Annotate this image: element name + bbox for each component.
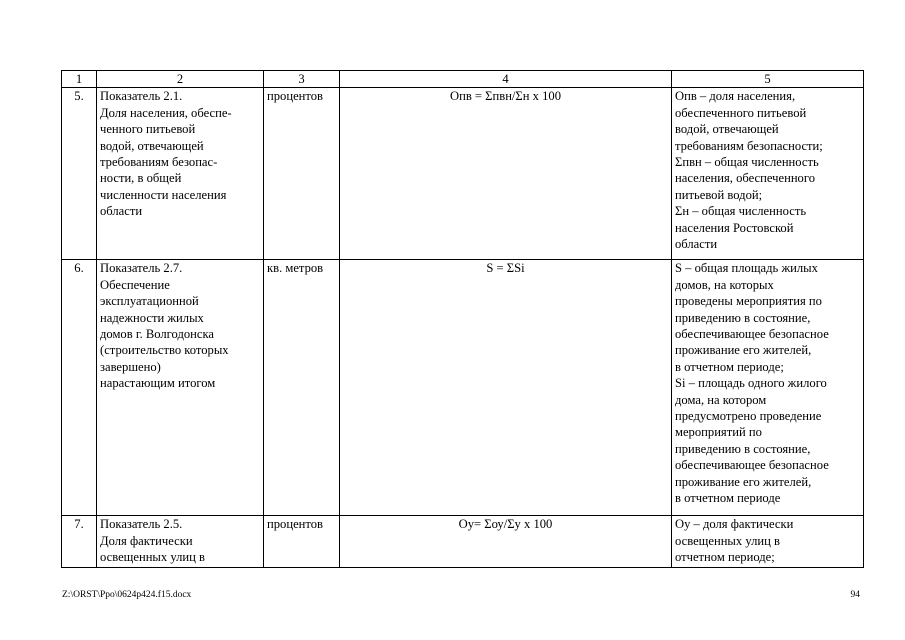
- indicators-table: [61, 70, 864, 568]
- unit-cell: кв. метров: [264, 260, 340, 516]
- text-line: численности населения: [100, 187, 227, 202]
- text-line: эксплуатационной: [100, 294, 199, 309]
- unit-cell: процентов: [264, 88, 340, 260]
- indicator-name: [97, 88, 264, 260]
- text-line: обеспечивающее безопасное: [675, 458, 829, 473]
- text-line: освещенных улиц в: [675, 533, 780, 548]
- text-line: водой, отвечающей: [675, 122, 779, 137]
- text-line: домов, на которых: [675, 277, 774, 292]
- text-line: Σн – общая численность: [675, 204, 807, 219]
- table-header-row: [62, 71, 864, 88]
- text-line: Доля населения, обеспе-: [100, 105, 232, 120]
- text-line: проживание его жителей,: [675, 474, 812, 489]
- footer-file-path: Z:\ORST\Ppo\0624p424.f15.docx: [62, 590, 192, 600]
- text-line: в отчетном периоде;: [675, 359, 784, 374]
- text-line: населения, обеспеченного: [675, 171, 816, 186]
- footer-page-number: 94: [850, 590, 860, 600]
- text-line: Опв – доля населения,: [675, 89, 796, 104]
- text-line: Σпвн – общая численность: [675, 155, 819, 170]
- formula-cell: Опв = Σпвн/Σн х 100: [340, 88, 672, 260]
- text-line: проживание его жителей,: [675, 343, 812, 358]
- text-line: мероприятий по: [675, 425, 762, 440]
- row-number: 7.: [62, 516, 97, 568]
- text-line: отчетном периоде;: [675, 550, 775, 565]
- row-number: 5.: [62, 88, 97, 260]
- text-line: ности, в общей: [100, 171, 182, 186]
- text-line: Показатель 2.1.: [100, 89, 183, 104]
- description-cell: [672, 260, 864, 516]
- table-row: [62, 260, 864, 516]
- text-line: требованиям безопасности;: [675, 138, 823, 153]
- table-row: [62, 516, 864, 568]
- text-line: S – общая площадь жилых: [675, 261, 818, 276]
- text-line: проведены мероприятия по: [675, 294, 822, 309]
- text-line: нарастающим итогом: [100, 376, 216, 391]
- unit-cell: процентов: [264, 516, 340, 568]
- text-line: предусмотрено проведение: [675, 409, 822, 424]
- formula-cell: S = ΣSi: [340, 260, 672, 516]
- header-cell: 5: [672, 71, 864, 88]
- text-line: Si – площадь одного жилого: [675, 376, 827, 391]
- text-line: освещенных улиц в: [100, 550, 205, 565]
- indicator-name: [97, 516, 264, 568]
- table-row: [62, 88, 864, 260]
- text-line: дома, на котором: [675, 392, 767, 407]
- text-line: обеспеченного питьевой: [675, 105, 807, 120]
- indicator-name: [97, 260, 264, 516]
- text-line: области: [675, 237, 718, 252]
- text-line: населения Ростовской: [675, 220, 794, 235]
- text-line: ченного питьевой: [100, 122, 196, 137]
- formula-cell: Оу= Σоу/Σу х 100: [340, 516, 672, 568]
- text-line: Оу – доля фактически: [675, 517, 794, 532]
- text-line: домов г. Волгодонска: [100, 327, 215, 342]
- text-line: требованиям безопас-: [100, 155, 218, 170]
- header-cell: 3: [264, 71, 340, 88]
- text-line: Показатель 2.5.: [100, 517, 183, 532]
- description-cell: [672, 88, 864, 260]
- text-line: завершено): [100, 359, 161, 374]
- text-line: приведению в состояние,: [675, 310, 811, 325]
- text-line: Показатель 2.7.: [100, 261, 183, 276]
- text-line: (строительство которых: [100, 343, 229, 358]
- header-cell: 2: [97, 71, 264, 88]
- text-line: надежности жилых: [100, 310, 204, 325]
- text-line: питьевой водой;: [675, 187, 763, 202]
- header-cell: 4: [340, 71, 672, 88]
- text-line: Обеспечение: [100, 277, 170, 292]
- text-line: в отчетном периоде: [675, 491, 781, 506]
- text-line: области: [100, 204, 143, 219]
- text-line: приведению в состояние,: [675, 441, 811, 456]
- header-cell: 1: [62, 71, 97, 88]
- description-cell: [672, 516, 864, 568]
- text-line: обеспечивающее безопасное: [675, 327, 829, 342]
- row-number: 6.: [62, 260, 97, 516]
- text-line: водой, отвечающей: [100, 138, 204, 153]
- text-line: Доля фактически: [100, 533, 193, 548]
